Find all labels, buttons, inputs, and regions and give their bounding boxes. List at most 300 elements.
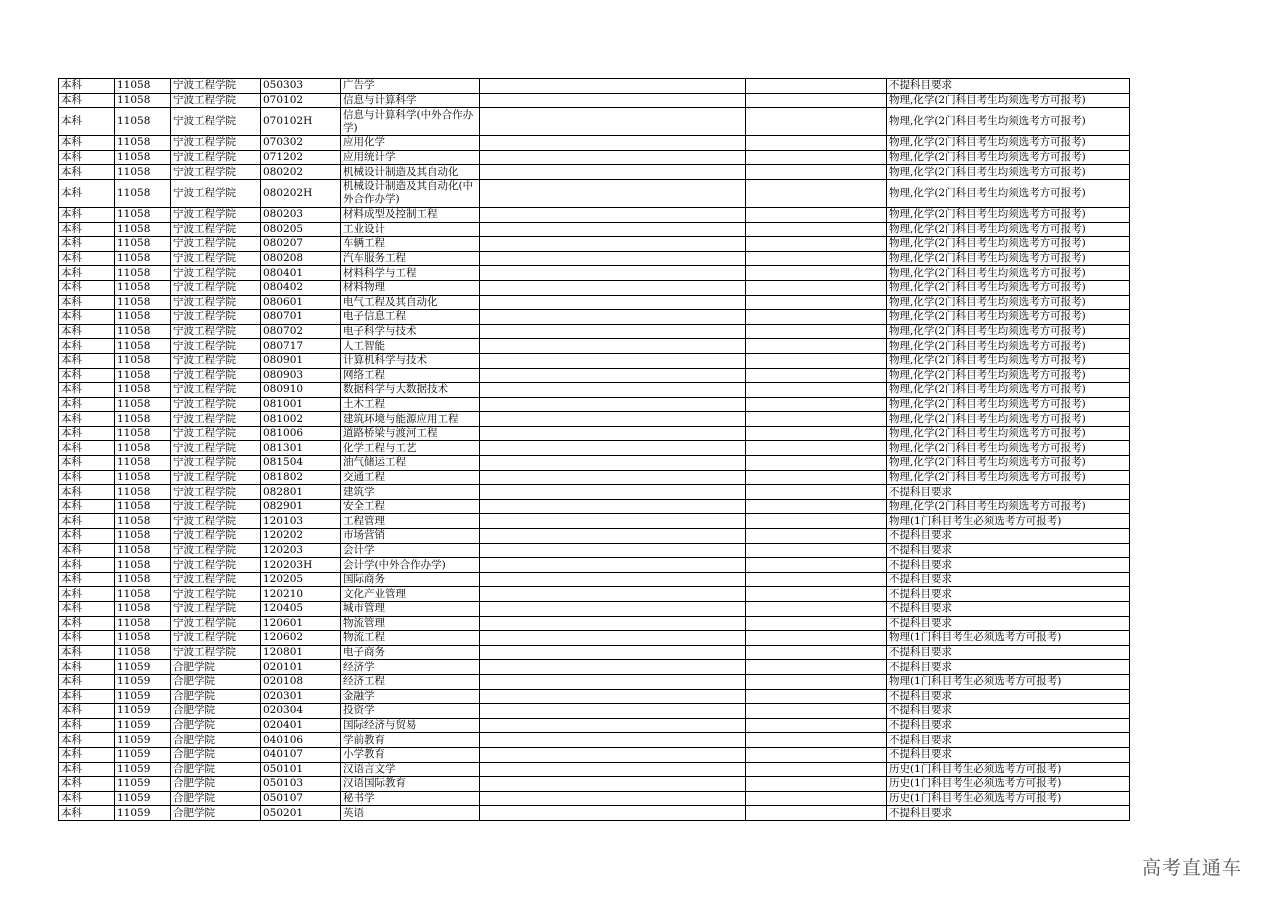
empty-cell (746, 660, 887, 675)
major-code-cell: 050303 (261, 79, 341, 94)
level-cell: 本科 (59, 339, 115, 354)
subject-requirement-cell: 物理(1门科目考生必须选考方可报考) (887, 514, 1130, 529)
school-name-cell: 宁波工程学院 (171, 412, 261, 427)
major-code-cell: 082901 (261, 499, 341, 514)
subject-requirement-cell: 物理,化学(2门科目考生均须选考方可报考) (887, 353, 1130, 368)
school-name-cell: 宁波工程学院 (171, 251, 261, 266)
empty-cell (746, 222, 887, 237)
empty-cell (746, 295, 887, 310)
school-name-cell: 宁波工程学院 (171, 645, 261, 660)
major-code-cell: 120103 (261, 514, 341, 529)
school-name-cell: 宁波工程学院 (171, 150, 261, 165)
subject-requirement-cell: 不提科目要求 (887, 587, 1130, 602)
level-cell: 本科 (59, 470, 115, 485)
school-name-cell: 合肥学院 (171, 791, 261, 806)
table-row (59, 704, 1130, 719)
major-name-cell: 经济学 (341, 660, 480, 675)
major-code-cell: 050103 (261, 777, 341, 792)
school-code-cell: 11058 (115, 310, 171, 325)
empty-cell (480, 806, 746, 821)
level-cell: 本科 (59, 426, 115, 441)
subject-requirement-cell: 物理(1门科目考生必须选考方可报考) (887, 674, 1130, 689)
table-row (59, 150, 1130, 165)
level-cell: 本科 (59, 485, 115, 500)
subject-requirement-cell: 不提科目要求 (887, 616, 1130, 631)
major-code-cell: 020108 (261, 674, 341, 689)
school-name-cell: 宁波工程学院 (171, 165, 261, 180)
table-row (59, 470, 1130, 485)
level-cell: 本科 (59, 733, 115, 748)
school-name-cell: 宁波工程学院 (171, 499, 261, 514)
table-row (59, 324, 1130, 339)
subject-requirement-cell: 不提科目要求 (887, 806, 1130, 821)
subject-requirement-cell: 不提科目要求 (887, 733, 1130, 748)
major-code-cell: 080401 (261, 266, 341, 281)
school-code-cell: 11059 (115, 733, 171, 748)
empty-cell (480, 689, 746, 704)
school-name-cell: 宁波工程学院 (171, 108, 261, 136)
school-name-cell: 宁波工程学院 (171, 179, 261, 207)
level-cell: 本科 (59, 93, 115, 108)
major-name-cell: 材料物理 (341, 280, 480, 295)
school-name-cell: 宁波工程学院 (171, 558, 261, 573)
school-name-cell: 宁波工程学院 (171, 266, 261, 281)
major-name-cell: 网络工程 (341, 368, 480, 383)
empty-cell (746, 718, 887, 733)
major-name-cell: 车辆工程 (341, 237, 480, 252)
school-name-cell: 合肥学院 (171, 806, 261, 821)
empty-cell (480, 747, 746, 762)
empty-cell (746, 397, 887, 412)
major-name-cell: 安全工程 (341, 499, 480, 514)
empty-cell (480, 499, 746, 514)
table-row (59, 136, 1130, 151)
empty-cell (746, 310, 887, 325)
table-row (59, 251, 1130, 266)
major-code-cell: 020401 (261, 718, 341, 733)
school-name-cell: 宁波工程学院 (171, 295, 261, 310)
empty-cell (746, 136, 887, 151)
level-cell: 本科 (59, 660, 115, 675)
level-cell: 本科 (59, 251, 115, 266)
subject-requirement-cell: 历史(1门科目考生必须选考方可报考) (887, 777, 1130, 792)
empty-cell (480, 791, 746, 806)
empty-cell (480, 485, 746, 500)
level-cell: 本科 (59, 572, 115, 587)
empty-cell (480, 368, 746, 383)
empty-cell (746, 179, 887, 207)
table-row (59, 93, 1130, 108)
major-code-cell: 080702 (261, 324, 341, 339)
major-code-cell: 082801 (261, 485, 341, 500)
school-code-cell: 11058 (115, 456, 171, 471)
school-name-cell: 宁波工程学院 (171, 383, 261, 398)
school-name-cell: 宁波工程学院 (171, 456, 261, 471)
major-name-cell: 经济工程 (341, 674, 480, 689)
level-cell: 本科 (59, 150, 115, 165)
major-code-cell: 080901 (261, 353, 341, 368)
school-code-cell: 11058 (115, 368, 171, 383)
subject-requirement-cell: 物理,化学(2门科目考生均须选考方可报考) (887, 339, 1130, 354)
major-name-cell: 人工智能 (341, 339, 480, 354)
major-name-cell: 学前教育 (341, 733, 480, 748)
empty-cell (480, 762, 746, 777)
empty-cell (480, 514, 746, 529)
empty-cell (746, 689, 887, 704)
table-row (59, 79, 1130, 94)
major-name-cell: 应用化学 (341, 136, 480, 151)
empty-cell (746, 747, 887, 762)
subject-requirement-cell: 物理,化学(2门科目考生均须选考方可报考) (887, 207, 1130, 222)
subject-requirement-cell: 不提科目要求 (887, 747, 1130, 762)
empty-cell (746, 456, 887, 471)
level-cell: 本科 (59, 674, 115, 689)
table-row (59, 587, 1130, 602)
empty-cell (746, 368, 887, 383)
empty-cell (480, 397, 746, 412)
major-name-cell: 文化产业管理 (341, 587, 480, 602)
subject-requirement-cell: 物理,化学(2门科目考生均须选考方可报考) (887, 222, 1130, 237)
school-code-cell: 11058 (115, 93, 171, 108)
level-cell: 本科 (59, 207, 115, 222)
table-row (59, 602, 1130, 617)
subject-requirement-cell: 物理(1门科目考生必须选考方可报考) (887, 631, 1130, 646)
major-name-cell: 信息与计算科学 (341, 93, 480, 108)
subject-requirement-cell: 不提科目要求 (887, 689, 1130, 704)
subject-requirement-cell: 物理,化学(2门科目考生均须选考方可报考) (887, 108, 1130, 136)
school-code-cell: 11058 (115, 543, 171, 558)
school-name-cell: 宁波工程学院 (171, 543, 261, 558)
empty-cell (746, 280, 887, 295)
major-name-cell: 交通工程 (341, 470, 480, 485)
empty-cell (480, 674, 746, 689)
school-name-cell: 宁波工程学院 (171, 339, 261, 354)
major-name-cell: 化学工程与工艺 (341, 441, 480, 456)
school-name-cell: 宁波工程学院 (171, 79, 261, 94)
level-cell: 本科 (59, 704, 115, 719)
school-code-cell: 11058 (115, 631, 171, 646)
major-code-cell: 050107 (261, 791, 341, 806)
major-code-cell: 071202 (261, 150, 341, 165)
school-code-cell: 11059 (115, 777, 171, 792)
major-code-cell: 120210 (261, 587, 341, 602)
table-row (59, 426, 1130, 441)
major-code-cell: 081504 (261, 456, 341, 471)
subject-requirement-cell: 不提科目要求 (887, 558, 1130, 573)
empty-cell (746, 93, 887, 108)
subject-requirement-cell: 不提科目要求 (887, 602, 1130, 617)
school-name-cell: 宁波工程学院 (171, 631, 261, 646)
table-row (59, 514, 1130, 529)
empty-cell (746, 207, 887, 222)
level-cell: 本科 (59, 324, 115, 339)
empty-cell (480, 572, 746, 587)
table-row (59, 222, 1130, 237)
major-code-cell: 120202 (261, 529, 341, 544)
empty-cell (480, 412, 746, 427)
subject-requirement-cell: 物理,化学(2门科目考生均须选考方可报考) (887, 237, 1130, 252)
table-row (59, 108, 1130, 136)
school-code-cell: 11058 (115, 237, 171, 252)
major-code-cell: 080402 (261, 280, 341, 295)
level-cell: 本科 (59, 689, 115, 704)
empty-cell (746, 529, 887, 544)
level-cell: 本科 (59, 310, 115, 325)
level-cell: 本科 (59, 353, 115, 368)
table-row (59, 207, 1130, 222)
subject-requirement-cell: 物理,化学(2门科目考生均须选考方可报考) (887, 136, 1130, 151)
empty-cell (746, 339, 887, 354)
school-name-cell: 宁波工程学院 (171, 237, 261, 252)
major-name-cell: 机械设计制造及其自动化 (341, 165, 480, 180)
subject-requirement-cell: 物理,化学(2门科目考生均须选考方可报考) (887, 179, 1130, 207)
empty-cell (746, 499, 887, 514)
level-cell: 本科 (59, 108, 115, 136)
level-cell: 本科 (59, 179, 115, 207)
empty-cell (746, 79, 887, 94)
school-code-cell: 11058 (115, 602, 171, 617)
major-code-cell: 120801 (261, 645, 341, 660)
empty-cell (746, 514, 887, 529)
major-code-cell: 020101 (261, 660, 341, 675)
table-row (59, 616, 1130, 631)
table-row (59, 718, 1130, 733)
level-cell: 本科 (59, 165, 115, 180)
school-code-cell: 11059 (115, 747, 171, 762)
level-cell: 本科 (59, 499, 115, 514)
major-code-cell: 080202H (261, 179, 341, 207)
table-row (59, 558, 1130, 573)
school-code-cell: 11059 (115, 704, 171, 719)
table-row (59, 631, 1130, 646)
school-name-cell: 宁波工程学院 (171, 136, 261, 151)
table-row (59, 441, 1130, 456)
major-code-cell: 020304 (261, 704, 341, 719)
level-cell: 本科 (59, 558, 115, 573)
school-code-cell: 11058 (115, 645, 171, 660)
school-code-cell: 11058 (115, 441, 171, 456)
school-name-cell: 宁波工程学院 (171, 470, 261, 485)
major-name-cell: 建筑学 (341, 485, 480, 500)
empty-cell (746, 762, 887, 777)
major-name-cell: 金融学 (341, 689, 480, 704)
school-name-cell: 宁波工程学院 (171, 397, 261, 412)
school-name-cell: 宁波工程学院 (171, 368, 261, 383)
admission-requirements-table (58, 78, 1130, 821)
empty-cell (480, 136, 746, 151)
major-name-cell: 土木工程 (341, 397, 480, 412)
empty-cell (480, 718, 746, 733)
major-code-cell: 070102H (261, 108, 341, 136)
school-code-cell: 11058 (115, 207, 171, 222)
major-code-cell: 081001 (261, 397, 341, 412)
school-code-cell: 11058 (115, 165, 171, 180)
major-name-cell: 英语 (341, 806, 480, 821)
empty-cell (480, 426, 746, 441)
major-name-cell: 工业设计 (341, 222, 480, 237)
table-row (59, 791, 1130, 806)
level-cell: 本科 (59, 529, 115, 544)
empty-cell (746, 383, 887, 398)
school-code-cell: 11058 (115, 412, 171, 427)
empty-cell (480, 456, 746, 471)
major-name-cell: 会计学 (341, 543, 480, 558)
school-name-cell: 宁波工程学院 (171, 426, 261, 441)
school-code-cell: 11058 (115, 397, 171, 412)
empty-cell (480, 558, 746, 573)
level-cell: 本科 (59, 368, 115, 383)
major-name-cell: 物流工程 (341, 631, 480, 646)
subject-requirement-cell: 物理,化学(2门科目考生均须选考方可报考) (887, 470, 1130, 485)
empty-cell (746, 777, 887, 792)
level-cell: 本科 (59, 718, 115, 733)
school-code-cell: 11058 (115, 179, 171, 207)
school-name-cell: 宁波工程学院 (171, 587, 261, 602)
major-name-cell: 电子商务 (341, 645, 480, 660)
table-row (59, 368, 1130, 383)
empty-cell (480, 777, 746, 792)
empty-cell (480, 310, 746, 325)
school-code-cell: 11058 (115, 324, 171, 339)
major-code-cell: 050201 (261, 806, 341, 821)
empty-cell (480, 587, 746, 602)
empty-cell (746, 616, 887, 631)
major-name-cell: 汉语国际教育 (341, 777, 480, 792)
level-cell: 本科 (59, 280, 115, 295)
subject-requirement-cell: 物理,化学(2门科目考生均须选考方可报考) (887, 295, 1130, 310)
major-code-cell: 040107 (261, 747, 341, 762)
major-code-cell: 081002 (261, 412, 341, 427)
major-code-cell: 050101 (261, 762, 341, 777)
school-code-cell: 11058 (115, 150, 171, 165)
school-code-cell: 11058 (115, 470, 171, 485)
school-code-cell: 11058 (115, 108, 171, 136)
empty-cell (746, 266, 887, 281)
school-code-cell: 11058 (115, 222, 171, 237)
school-code-cell: 11059 (115, 791, 171, 806)
major-code-cell: 070302 (261, 136, 341, 151)
subject-requirement-cell: 物理,化学(2门科目考生均须选考方可报考) (887, 441, 1130, 456)
subject-requirement-cell: 物理,化学(2门科目考生均须选考方可报考) (887, 324, 1130, 339)
major-name-cell: 建筑环境与能源应用工程 (341, 412, 480, 427)
school-name-cell: 宁波工程学院 (171, 207, 261, 222)
empty-cell (746, 251, 887, 266)
major-name-cell: 广告学 (341, 79, 480, 94)
subject-requirement-cell: 物理,化学(2门科目考生均须选考方可报考) (887, 426, 1130, 441)
level-cell: 本科 (59, 602, 115, 617)
empty-cell (746, 631, 887, 646)
major-name-cell: 小学教育 (341, 747, 480, 762)
table-row (59, 266, 1130, 281)
empty-cell (746, 426, 887, 441)
subject-requirement-cell: 历史(1门科目考生必须选考方可报考) (887, 791, 1130, 806)
school-code-cell: 11058 (115, 280, 171, 295)
major-name-cell: 市场营销 (341, 529, 480, 544)
major-name-cell: 电气工程及其自动化 (341, 295, 480, 310)
major-code-cell: 081301 (261, 441, 341, 456)
empty-cell (746, 108, 887, 136)
table-row (59, 456, 1130, 471)
major-name-cell: 工程管理 (341, 514, 480, 529)
watermark-logo: 高考直通车 (1142, 857, 1243, 879)
level-cell: 本科 (59, 762, 115, 777)
subject-requirement-cell: 物理,化学(2门科目考生均须选考方可报考) (887, 499, 1130, 514)
school-name-cell: 宁波工程学院 (171, 280, 261, 295)
school-code-cell: 11058 (115, 558, 171, 573)
major-code-cell: 080910 (261, 383, 341, 398)
level-cell: 本科 (59, 383, 115, 398)
level-cell: 本科 (59, 222, 115, 237)
empty-cell (480, 295, 746, 310)
subject-requirement-cell: 不提科目要求 (887, 704, 1130, 719)
subject-requirement-cell: 物理,化学(2门科目考生均须选考方可报考) (887, 397, 1130, 412)
empty-cell (480, 470, 746, 485)
subject-requirement-cell: 物理,化学(2门科目考生均须选考方可报考) (887, 93, 1130, 108)
empty-cell (746, 150, 887, 165)
subject-requirement-cell: 物理,化学(2门科目考生均须选考方可报考) (887, 412, 1130, 427)
empty-cell (746, 165, 887, 180)
major-code-cell: 080205 (261, 222, 341, 237)
major-name-cell: 汽车服务工程 (341, 251, 480, 266)
empty-cell (480, 339, 746, 354)
empty-cell (480, 266, 746, 281)
empty-cell (480, 602, 746, 617)
empty-cell (746, 558, 887, 573)
level-cell: 本科 (59, 266, 115, 281)
level-cell: 本科 (59, 587, 115, 602)
school-code-cell: 11058 (115, 136, 171, 151)
subject-requirement-cell: 历史(1门科目考生必须选考方可报考) (887, 762, 1130, 777)
school-name-cell: 宁波工程学院 (171, 310, 261, 325)
school-name-cell: 合肥学院 (171, 733, 261, 748)
major-code-cell: 080601 (261, 295, 341, 310)
table-row (59, 747, 1130, 762)
subject-requirement-cell: 不提科目要求 (887, 645, 1130, 660)
table-row (59, 660, 1130, 675)
empty-cell (746, 733, 887, 748)
empty-cell (480, 165, 746, 180)
empty-cell (480, 631, 746, 646)
level-cell: 本科 (59, 747, 115, 762)
empty-cell (480, 93, 746, 108)
school-code-cell: 11058 (115, 529, 171, 544)
school-code-cell: 11059 (115, 689, 171, 704)
empty-cell (746, 441, 887, 456)
school-code-cell: 11058 (115, 616, 171, 631)
major-name-cell: 会计学(中外合作办学) (341, 558, 480, 573)
table-row (59, 645, 1130, 660)
table-row (59, 280, 1130, 295)
empty-cell (480, 324, 746, 339)
major-code-cell: 081802 (261, 470, 341, 485)
table-row (59, 762, 1130, 777)
table-row (59, 485, 1130, 500)
level-cell: 本科 (59, 616, 115, 631)
level-cell: 本科 (59, 791, 115, 806)
school-name-cell: 宁波工程学院 (171, 324, 261, 339)
level-cell: 本科 (59, 543, 115, 558)
school-code-cell: 11058 (115, 514, 171, 529)
school-name-cell: 合肥学院 (171, 704, 261, 719)
major-name-cell: 材料成型及控制工程 (341, 207, 480, 222)
school-name-cell: 宁波工程学院 (171, 529, 261, 544)
school-code-cell: 11058 (115, 79, 171, 94)
school-name-cell: 合肥学院 (171, 747, 261, 762)
major-name-cell: 应用统计学 (341, 150, 480, 165)
school-name-cell: 合肥学院 (171, 689, 261, 704)
subject-requirement-cell: 不提科目要求 (887, 79, 1130, 94)
subject-requirement-cell: 不提科目要求 (887, 543, 1130, 558)
